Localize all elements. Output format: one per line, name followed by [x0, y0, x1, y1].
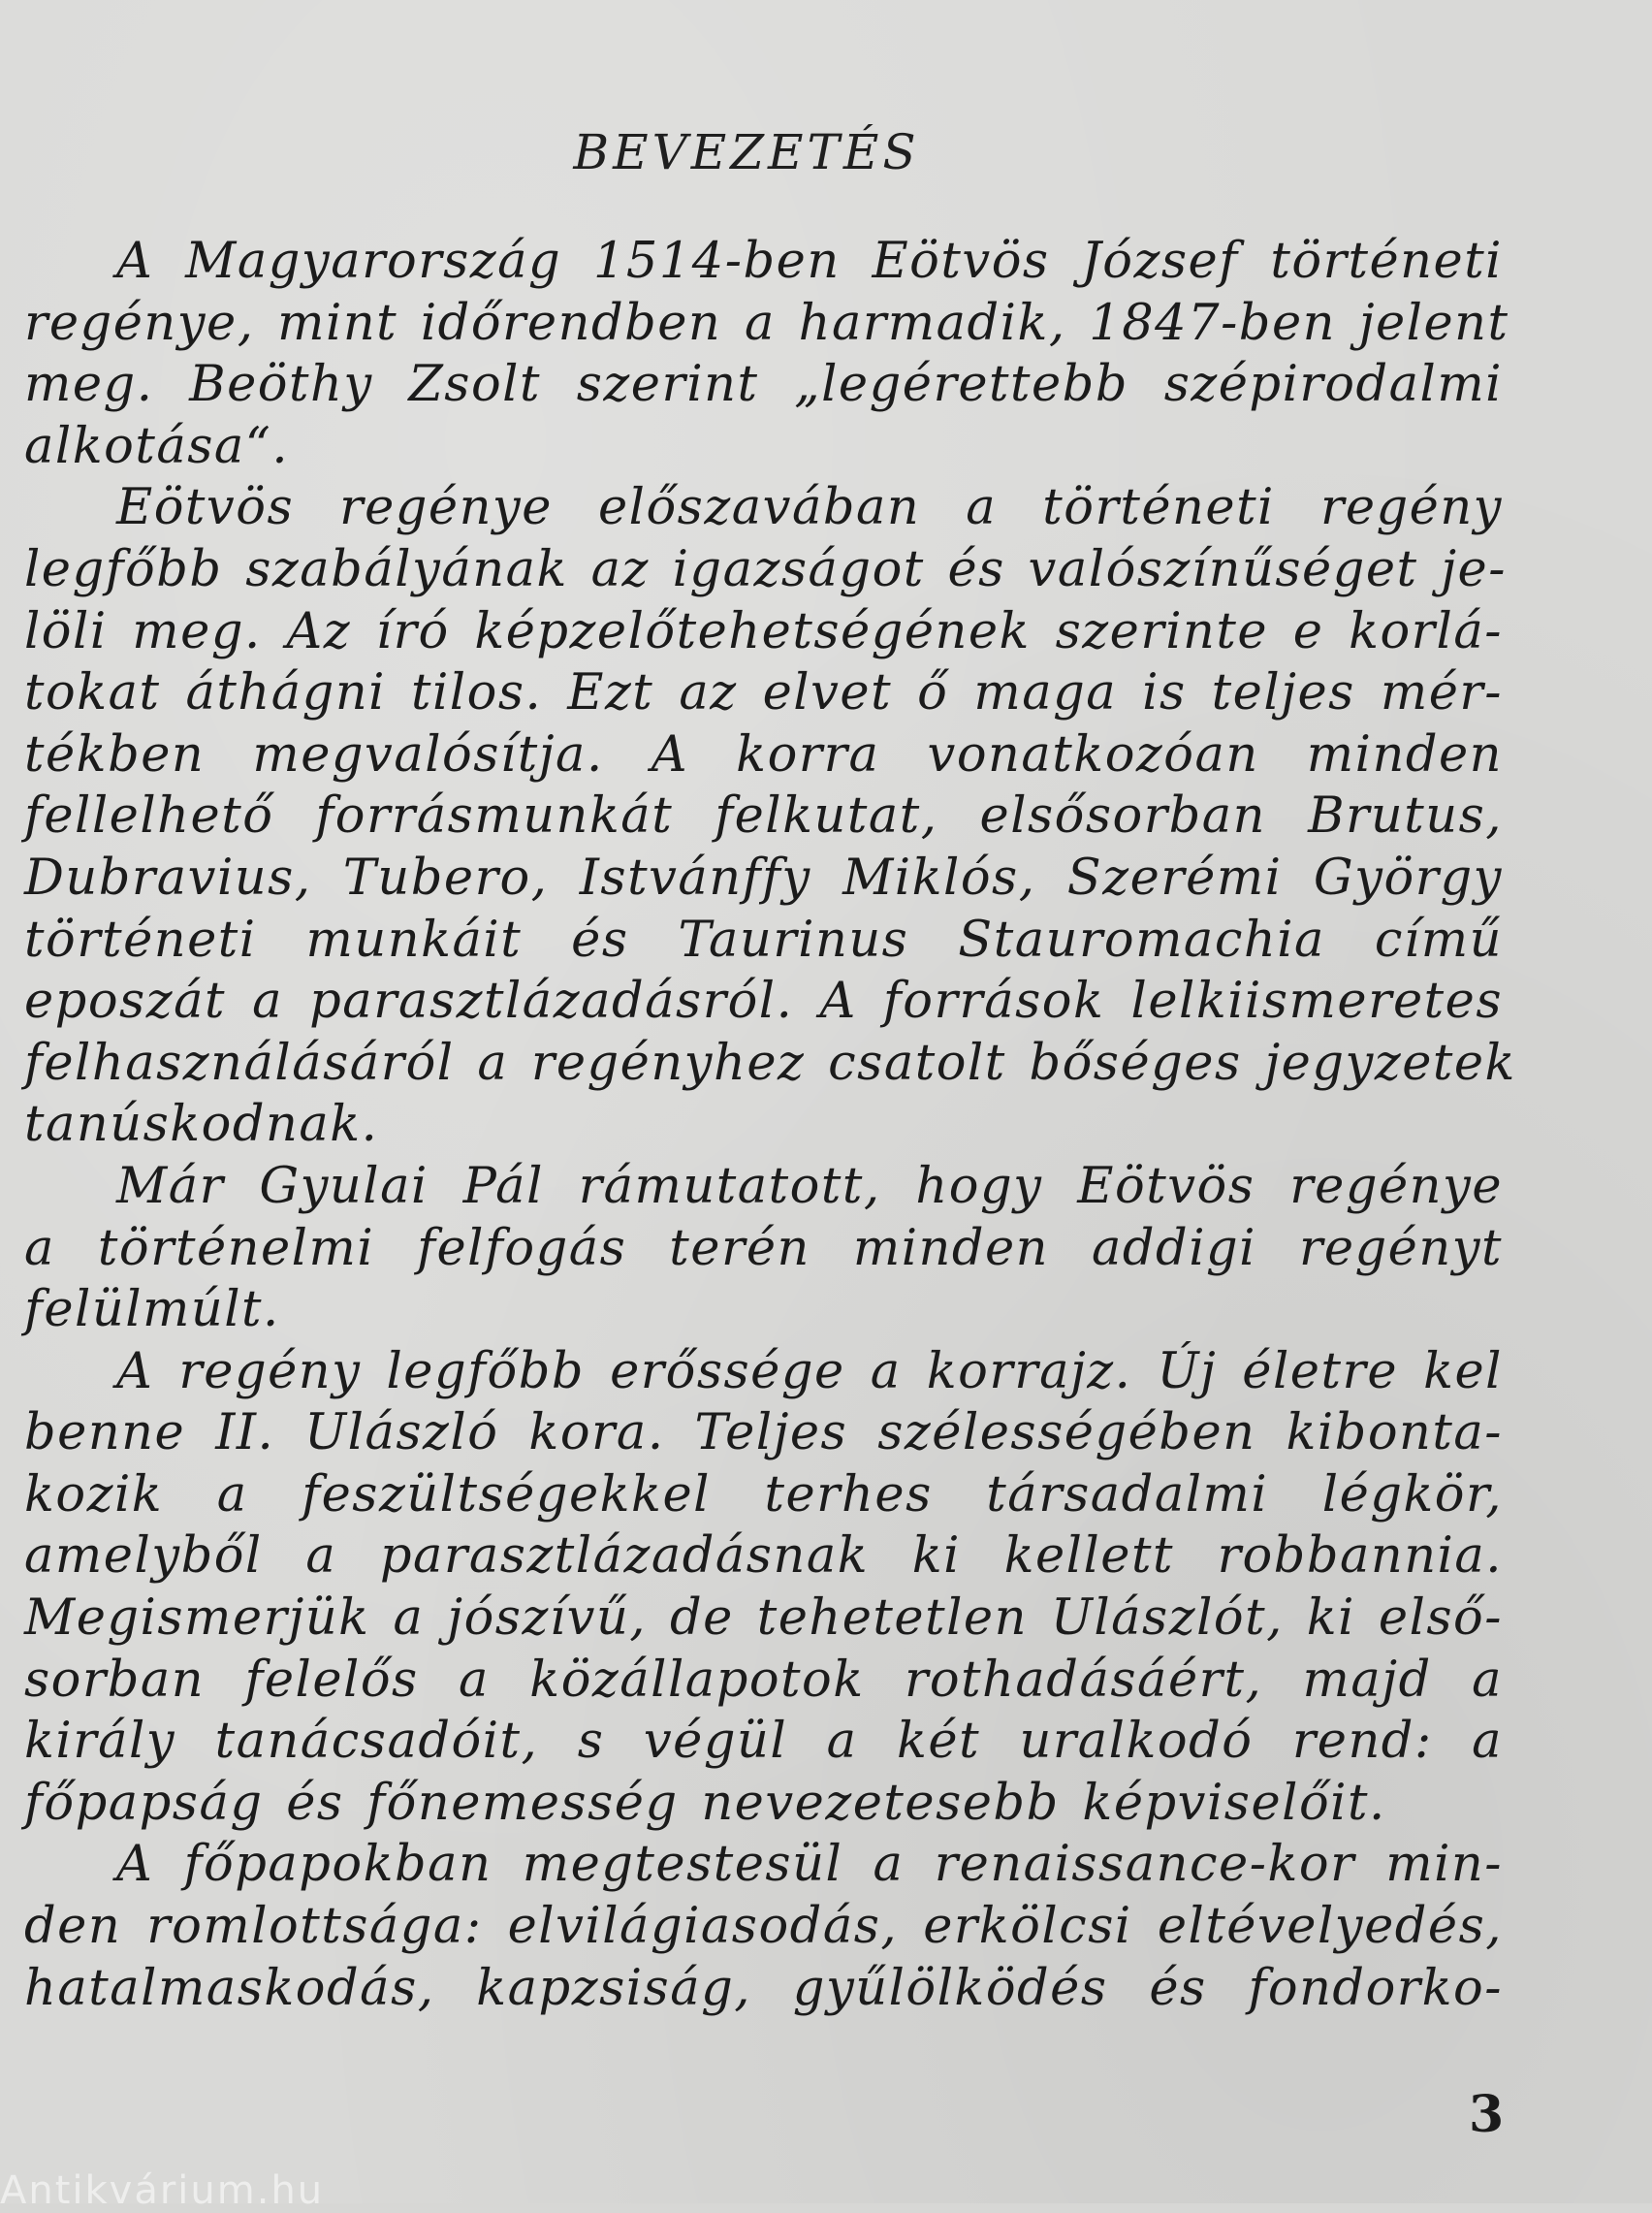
- text-line: felülmúlt.: [24, 1281, 280, 1339]
- text-line: történeti munkáit és Taurinus Stauromachia című: [24, 911, 1503, 969]
- text-line: kozik a feszültségekkel terhes társadalmi légkör,: [24, 1465, 1503, 1523]
- text-line: meg. Beöthy Zsolt szerint „legérettebb szépirodalmi: [24, 356, 1503, 414]
- text-line: felhasználásáról a regényhez csatolt bőséges jegyzetek: [24, 1034, 1516, 1092]
- text-line: regénye, mint időrendben a harmadik, 1847-ben jelent: [24, 294, 1509, 352]
- text-line: benne II. Ulászló kora. Teljes szélességében kibonta-: [24, 1404, 1503, 1462]
- text-line: eposzát a parasztlázadásról. A források lelkiismeretes: [24, 973, 1503, 1031]
- text-line: Már Gyulai Pál rámutatott, hogy Eötvös regénye: [116, 1157, 1503, 1215]
- text-line: tanúskodnak.: [24, 1096, 379, 1154]
- text-line: löli meg. Az író képzelőtehetségének szerinte e korlá-: [24, 602, 1503, 660]
- text-line: amelyből a parasztlázadásnak ki kellett robbannia.: [24, 1527, 1503, 1586]
- chapter-title: BEVEZETÉS: [573, 124, 920, 180]
- text-line: Megismerjük a jószívű, de tehetetlen Ulászlót, ki első-: [24, 1589, 1503, 1648]
- text-line: fellelhető forrásmunkát felkutat, elsősorban Brutus,: [24, 787, 1503, 846]
- text-line: A Magyarország 1514-ben Eötvös József történeti: [116, 233, 1503, 290]
- text-line: tokat áthágni tilos. Ezt az elvet ő maga is teljes mér-: [24, 664, 1503, 722]
- body-text: [24, 231, 1516, 2019]
- text-line: főpapság és főnemesség nevezetesebb képviselőit.: [24, 1774, 1386, 1832]
- text-line: a történelmi felfogás terén minden addigi regényt: [24, 1219, 1503, 1277]
- text-line: hatalmaskodás, kapzsiság, gyűlölködés és fondorko-: [24, 1959, 1503, 2017]
- text-line: A regény legfőbb erőssége a korrajz. Új életre kel: [116, 1342, 1503, 1400]
- text-line: A főpapokban megtestesül a renaissance-kor min-: [116, 1836, 1503, 1894]
- text-line: sorban felelős a közállapotok rothadásáért, majd a: [24, 1651, 1503, 1709]
- text-line: legfőbb szabályának az igazságot és valószínűséget je-: [24, 540, 1507, 598]
- text-line: alkotása“.: [24, 417, 290, 475]
- text-line: den romlottsága: elvilágiasodás, erkölcsi eltévelyedés,: [24, 1898, 1503, 1956]
- text-line: király tanácsadóit, s végül a két uralkodó rend: a: [24, 1713, 1503, 1771]
- text-line: tékben megvalósítja. A korra vonatkozóan minden: [24, 725, 1503, 784]
- text-line: Dubravius, Tubero, Istvánffy Miklós, Szerémi György: [24, 849, 1503, 907]
- watermark: Antikvárium.hu: [0, 2168, 325, 2213]
- text-line: Eötvös regénye előszavában a történeti regény: [116, 479, 1503, 537]
- page-number: 3: [1469, 2085, 1505, 2144]
